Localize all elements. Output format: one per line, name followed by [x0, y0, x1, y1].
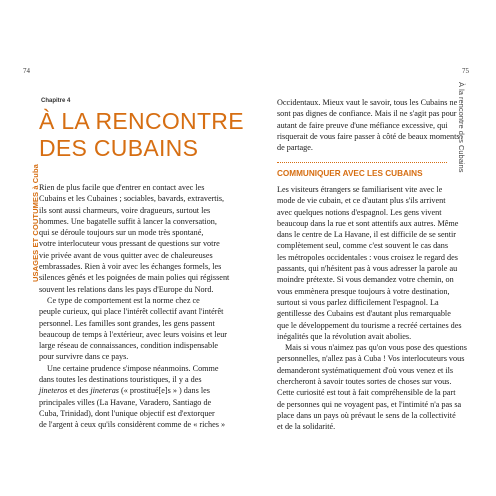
text-line: hommes. Une bagatelle suffit à lancer la conversation, [39, 216, 217, 226]
section-divider [277, 162, 447, 163]
text-line: mode de vie cubain, et ce d'autant plus s'ils arrivent [277, 196, 446, 206]
text-line: embrassades. Rien à voir avec les échanges formels, les [39, 262, 222, 272]
left-column-text [39, 182, 246, 431]
text-line: Rien de plus facile que d'entrer en contact avec les [39, 183, 205, 192]
text-line: beaucoup de temps à l'extérieur, avec leurs voisins et leur [39, 329, 228, 339]
text-line: de partage. [277, 143, 313, 153]
chapter-title-line: DES CUBAINS [39, 135, 199, 161]
running-head-right-text: À la rencontre des Cubains [457, 82, 466, 173]
text-line: dans le centre de La Havane, il est difficile de se sentir [277, 230, 456, 240]
text-line: et de la solidarité. [277, 422, 336, 432]
text-line: silences gênés et les poignées de main polies qui régissent [39, 273, 230, 283]
text-line: Les visiteurs étrangers se familiarisent vite avec le [277, 185, 443, 194]
text-line: ils sont aussi charmeurs, voire dragueurs, surtout les [39, 205, 211, 215]
text-line: qui se déroule toujours sur un mode très spontané, [39, 228, 204, 238]
text-line: demanderont systématiquement d'où vous venez et ils [277, 365, 454, 375]
running-head-left [19, 82, 40, 282]
text-line: souvent les relations dans les pays d'Europe du Nord. [39, 284, 214, 294]
text-line: principales villes (La Havane, Varadero, Santiago de [39, 397, 212, 407]
text-line: personnel. Les familles sont grandes, les gens passent [39, 318, 215, 328]
text-line: gentillesse des Cubains est d'autant plus remarquable [277, 309, 451, 319]
text-line: peuple curieux, qui place l'intérêt collectif avant l'intérêt [39, 307, 224, 317]
text-line: jineteros et des jineteras (« prostitué[e]s » ) dans les [39, 386, 210, 396]
text-line: que le développement du tourisme a recréé certaines des [277, 320, 462, 330]
text-line: complètement seul, comme c'est souvent le cas dans [277, 241, 449, 251]
text-line: personnelles, n'allez pas à Cuba ! Vos interlocuteurs vous [277, 354, 465, 364]
right-column-text [277, 184, 473, 433]
text-line: les métropoles occidentales : vous croisez le regard des [277, 252, 458, 262]
text-line: avec quelques notions d'espagnol. Les gens vivent [277, 207, 442, 217]
text-line: surtout si vous parlez difficilement l'espagnol. La [277, 297, 439, 307]
text-line: large réseau de connaissances, condition indispensable [39, 341, 219, 351]
text-line: Mais si vous n'aimez pas qu'on vous pose des questions [285, 343, 467, 353]
text-line: pour survivre dans ce pays. [39, 352, 129, 362]
text-line: sont pas dignes de confiance. Mais il ne s'agit pas pour [277, 109, 457, 119]
text-line: votre interlocuteur vous pressant de questions sur votre [39, 239, 220, 249]
text-line: vous emmènera presque toujours à votre destination, [277, 286, 450, 296]
page-number-left: 74 [23, 67, 30, 75]
text-line: risquerait de vous faire passer à côté de beaux moments [277, 131, 460, 141]
text-line: chercheront à savoir toutes sortes de choses sur vous. [277, 377, 452, 387]
text-line: vie privée avant de vous quitter avec de chaleureuses [39, 250, 213, 260]
section-heading: COMMUNIQUER AVEC LES CUBAINS [277, 169, 423, 178]
text-line: de l'argent à ceux qu'ils considèrent comme de « riches » [39, 420, 226, 430]
page-number-right: 75 [462, 67, 469, 75]
text-line: place dans un pays où prévaut le sens de la collectivité [277, 410, 456, 420]
right-column-continuation [277, 97, 473, 153]
text-line: passants, qui n'hésitent pas à vous adresser la parole au [277, 264, 458, 274]
text-line: Ce type de comportement est la norme chez ce [47, 295, 200, 305]
text-line: de personnes qui ne voyagent pas, et l'intimité n'a pas sa [277, 399, 462, 409]
text-line: inégalités que la révolution avait abolies. [277, 331, 412, 341]
text-line: autant de faire preuve d'une méfiance excessive, qui [277, 120, 448, 130]
text-line: moindre prétexte. Si vous demandez votre chemin, on [277, 275, 454, 285]
running-head-left-text: USAGES ET COUTUMES à Cuba [31, 164, 40, 282]
text-line: Occidentaux. Mieux vaut le savoir, tous les Cubains ne [277, 98, 458, 107]
text-line: beaucoup dans la rue et sont attentifs aux autres. Même [277, 218, 459, 228]
text-line: dans toutes les destinations touristiques, il y a des [39, 375, 202, 385]
text-line: Cette curiosité est tout à fait compréhensible de la part [277, 388, 456, 398]
text-line: Une certaine prudence s'impose néanmoins. Comme [47, 363, 219, 373]
chapter-label: Chapitre 4 [41, 98, 71, 104]
text-line: Cubains et les Cubaines ; sociables, bavards, extravertis, [39, 194, 225, 204]
chapter-title [39, 108, 249, 162]
text-line: Cuba, Trinidad), dont l'unique objectif est d'extorquer [39, 408, 215, 418]
chapter-title-line: À LA RENCONTRE [39, 108, 244, 134]
